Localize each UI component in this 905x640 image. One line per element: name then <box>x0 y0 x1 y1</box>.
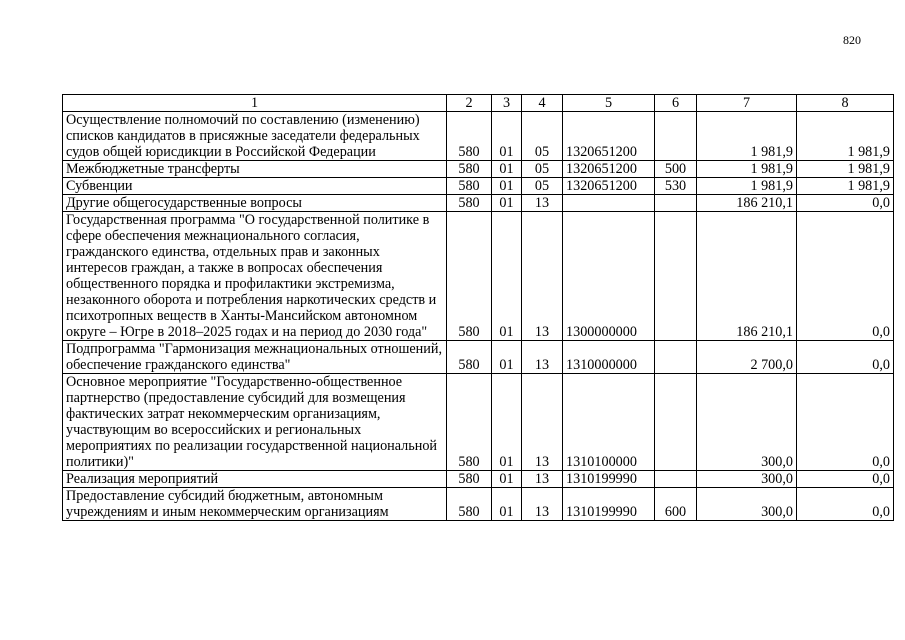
row-grbs-cell: 580 <box>447 195 492 212</box>
row-section-cell: 01 <box>492 471 522 488</box>
row-section-cell: 01 <box>492 178 522 195</box>
row-name-cell: Основное мероприятие "Государственно-общественное партнерство (предоставление субсидий для возмещения фактических затрат некоммерческим организациям, участвующим во всероссийских и региональных мероприятиях по реализации государственной национальной политики)" <box>63 374 447 471</box>
row-name-cell: Подпрограмма "Гармонизация межнациональных отношений, обеспечение гражданского единства" <box>63 341 447 374</box>
row-section-cell: 01 <box>492 341 522 374</box>
row-expense-type-cell: 500 <box>655 161 697 178</box>
table-row <box>63 341 894 374</box>
row-grbs-cell: 580 <box>447 161 492 178</box>
row-expense-type-cell: 530 <box>655 178 697 195</box>
row-name-cell: Межбюджетные трансферты <box>63 161 447 178</box>
row-amount-1-cell: 1 981,9 <box>697 161 797 178</box>
row-amount-2-cell: 0,0 <box>797 471 894 488</box>
header-cell-3: 3 <box>492 95 522 112</box>
row-expense-type-cell <box>655 112 697 161</box>
row-amount-1-cell: 300,0 <box>697 374 797 471</box>
row-amount-1-cell: 1 981,9 <box>697 112 797 161</box>
row-amount-2-cell: 0,0 <box>797 341 894 374</box>
row-subsection-cell: 05 <box>522 178 563 195</box>
header-cell-4: 4 <box>522 95 563 112</box>
row-subsection-cell: 13 <box>522 471 563 488</box>
row-amount-2-cell: 0,0 <box>797 374 894 471</box>
row-amount-1-cell: 2 700,0 <box>697 341 797 374</box>
row-amount-2-cell: 1 981,9 <box>797 178 894 195</box>
row-amount-1-cell: 300,0 <box>697 488 797 521</box>
header-cell-8: 8 <box>797 95 894 112</box>
row-subsection-cell: 13 <box>522 212 563 341</box>
row-section-cell: 01 <box>492 212 522 341</box>
row-grbs-cell: 580 <box>447 112 492 161</box>
row-target-article-cell: 1310199990 <box>563 488 655 521</box>
row-subsection-cell: 05 <box>522 112 563 161</box>
table-header-row <box>63 95 894 112</box>
row-amount-2-cell: 0,0 <box>797 195 894 212</box>
row-name-cell: Осуществление полномочий по составлению (изменению) списков кандидатов в присяжные заседатели федеральных судов общей юрисдикции в Российской Федерации <box>63 112 447 161</box>
row-subsection-cell: 13 <box>522 195 563 212</box>
page-number: 820 <box>843 33 861 47</box>
header-cell-6: 6 <box>655 95 697 112</box>
row-amount-2-cell: 1 981,9 <box>797 161 894 178</box>
row-grbs-cell: 580 <box>447 471 492 488</box>
row-expense-type-cell <box>655 195 697 212</box>
row-expense-type-cell <box>655 212 697 341</box>
table-row <box>63 488 894 521</box>
row-section-cell: 01 <box>492 161 522 178</box>
row-expense-type-cell <box>655 341 697 374</box>
row-amount-1-cell: 186 210,1 <box>697 195 797 212</box>
table-row <box>63 471 894 488</box>
row-amount-2-cell: 0,0 <box>797 212 894 341</box>
row-amount-2-cell: 0,0 <box>797 488 894 521</box>
row-target-article-cell <box>563 195 655 212</box>
row-subsection-cell: 05 <box>522 161 563 178</box>
table-row <box>63 195 894 212</box>
table-row <box>63 374 894 471</box>
row-section-cell: 01 <box>492 112 522 161</box>
row-expense-type-cell <box>655 471 697 488</box>
table-row <box>63 212 894 341</box>
row-subsection-cell: 13 <box>522 488 563 521</box>
row-amount-1-cell: 1 981,9 <box>697 178 797 195</box>
row-section-cell: 01 <box>492 195 522 212</box>
header-cell-1: 1 <box>63 95 447 112</box>
row-target-article-cell: 1300000000 <box>563 212 655 341</box>
table-row <box>63 178 894 195</box>
row-amount-2-cell: 1 981,9 <box>797 112 894 161</box>
row-name-cell: Другие общегосударственные вопросы <box>63 195 447 212</box>
row-target-article-cell: 1320651200 <box>563 178 655 195</box>
row-grbs-cell: 580 <box>447 212 492 341</box>
row-amount-1-cell: 300,0 <box>697 471 797 488</box>
header-cell-2: 2 <box>447 95 492 112</box>
row-grbs-cell: 580 <box>447 341 492 374</box>
row-name-cell: Субвенции <box>63 178 447 195</box>
row-amount-1-cell: 186 210,1 <box>697 212 797 341</box>
row-target-article-cell: 1320651200 <box>563 161 655 178</box>
row-expense-type-cell: 600 <box>655 488 697 521</box>
header-cell-5: 5 <box>563 95 655 112</box>
row-subsection-cell: 13 <box>522 374 563 471</box>
table-row <box>63 112 894 161</box>
row-section-cell: 01 <box>492 488 522 521</box>
row-grbs-cell: 580 <box>447 488 492 521</box>
row-target-article-cell: 1310100000 <box>563 374 655 471</box>
row-target-article-cell: 1320651200 <box>563 112 655 161</box>
row-target-article-cell: 1310199990 <box>563 471 655 488</box>
row-grbs-cell: 580 <box>447 374 492 471</box>
table-row <box>63 161 894 178</box>
row-expense-type-cell <box>655 374 697 471</box>
row-section-cell: 01 <box>492 374 522 471</box>
header-cell-7: 7 <box>697 95 797 112</box>
budget-table <box>62 94 894 521</box>
row-target-article-cell: 1310000000 <box>563 341 655 374</box>
row-name-cell: Реализация мероприятий <box>63 471 447 488</box>
row-grbs-cell: 580 <box>447 178 492 195</box>
row-name-cell: Государственная программа "О государственной политике в сфере обеспечения межнационального согласия, гражданского единства, отдельных прав и законных интересов граждан, а также в вопросах обеспечения общественного порядка и профилактики экстремизма, незаконного оборота и потребления наркотических средств и психотропных веществ в Ханты-Мансийском автономном округе – Югре в 2018–2025 годах и на период до 2030 года" <box>63 212 447 341</box>
row-name-cell: Предоставление субсидий бюджетным, автономным учреждениям и иным некоммерческим организациям <box>63 488 447 521</box>
row-subsection-cell: 13 <box>522 341 563 374</box>
